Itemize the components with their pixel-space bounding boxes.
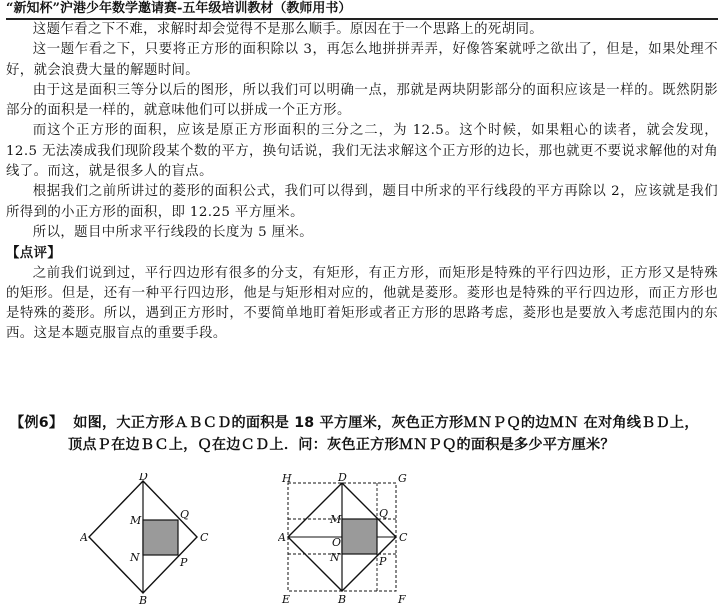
label-O: O	[332, 536, 342, 549]
example-tag: 【例6】	[10, 415, 64, 431]
paragraph: 而这个正方形的面积，应该是原正方形面积的三分之二，为 12.5。这个时候，如果粗心的读者，就会发现，12.5 无法凑成我们现阶段某个数的平方，换句话说，我们无法求解这个正方形的边长，那也就更不要说求解他的对角线了。而这，就是很多人的盲点。	[6, 123, 718, 180]
label-H: H	[282, 473, 292, 485]
label-Q: Q	[180, 508, 190, 521]
label-M: M	[130, 514, 142, 527]
shaded-square-mnpq	[143, 520, 178, 555]
label-P: P	[180, 556, 188, 569]
example-text-2: 顶点Ｐ在边ＢＣ上，Ｑ在边ＣＤ上．问：灰色正方形ＭＮＰＱ的面积是多少平方厘米？	[68, 437, 615, 453]
label-D: D	[338, 473, 347, 484]
header-title: “新知杯”沪港少年数学邀请赛-五年级培训教材（教师用书）	[6, 1, 352, 16]
page-header	[6, 0, 718, 20]
label-B: B	[139, 594, 148, 605]
label-G: G	[398, 473, 407, 485]
paragraph: 这一题乍看之下，只要将正方形的面积除以 3，再怎么地拼拼弄弄，好像答案就呼之欲出了，但是，如果处理不好，就会浪费大量的解题时间。	[6, 42, 718, 78]
label-D: D	[139, 473, 148, 483]
figure-2	[278, 473, 428, 607]
example-6	[10, 412, 718, 456]
label-N: N	[130, 551, 140, 564]
label-Q: Q	[379, 507, 389, 520]
label-B: B	[338, 593, 347, 606]
label-E: E	[282, 593, 291, 606]
paragraph: 由于这是面积三等分以后的图形，所以我们可以明确一点，那就是两块阴影部分的面积应该是一样的。既然阴影部分的面积是一样的，就意味他们可以拼成一个正方形。	[6, 82, 718, 119]
comment-paragraph: 之前我们说到过，平行四边形有很多的分支，有矩形，有正方形，而矩形是特殊的平行四边形，正方形又是特殊的矩形。但是，还有一种平行四边形，他是与矩形相对应的，他就是菱形。菱形也是特殊的平行四边形，而正方形也是特殊的菱形。所以，遇到正方形时，不要简单地盯着矩形或者正方形的思路考虑，菱形也是要放入考虑范围内的东西。这是本题克服盲点的重要手段。	[6, 265, 718, 342]
label-M: M	[330, 513, 342, 526]
label-A: A	[80, 531, 88, 544]
label-A: A	[278, 531, 286, 544]
example-text-1: 如图，大正方形ＡＢＣＤ的面积是 18 平方厘米，灰色正方形ＭＮＰＱ的边ＭＮ 在对角线ＢＤ上，	[73, 415, 699, 431]
paragraph: 这题乍看之下不难，求解时却会觉得不是那么顺手。原因在于一个思路上的死胡同。	[32, 22, 544, 37]
label-C: C	[200, 531, 209, 544]
label-N: N	[330, 551, 340, 564]
label-F: F	[398, 593, 406, 606]
example-line-1	[10, 412, 718, 434]
figure-1	[80, 473, 220, 605]
solution-text	[6, 20, 718, 345]
shaded-square-mnpq	[342, 519, 377, 554]
label-C: C	[399, 531, 408, 544]
comment-title: 【点评】	[6, 245, 62, 262]
paragraph: 根据我们之前所讲过的菱形的面积公式，我们可以得到，题目中所求的平行线段的平方再除以 2，应该就是我们所得到的小正方形的面积，即 12.25 平方厘米。	[6, 184, 718, 220]
label-P: P	[379, 555, 387, 568]
paragraph: 所以，题目中所求平行线段的长度为 5 厘米。	[32, 224, 314, 240]
